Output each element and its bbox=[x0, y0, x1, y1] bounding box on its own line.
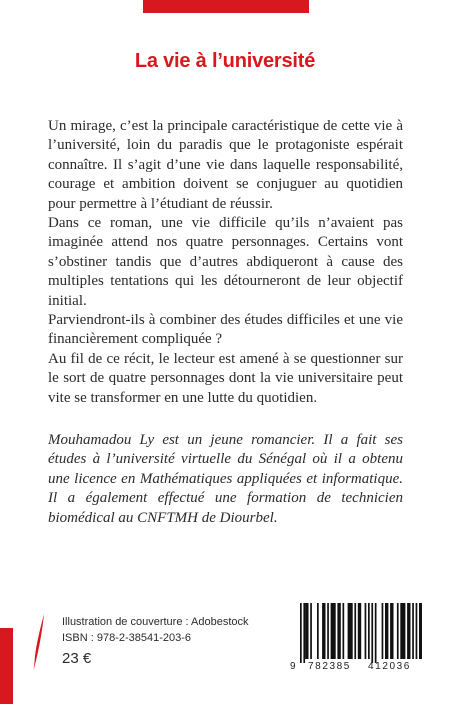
barcode-bar bbox=[375, 603, 377, 663]
barcode-bar bbox=[300, 603, 302, 663]
barcode-bar bbox=[310, 603, 312, 659]
isbn-barcode bbox=[298, 603, 422, 663]
barcode-digit-group-left: 782385 bbox=[308, 661, 351, 672]
barcode-bar bbox=[305, 603, 308, 659]
barcode-bar bbox=[397, 603, 399, 659]
barcode-bar bbox=[385, 603, 388, 659]
barcode-digit-first: 9 bbox=[290, 661, 296, 672]
barcode-bar bbox=[343, 603, 345, 659]
price-label: 23 € bbox=[62, 650, 92, 667]
barcode-bar bbox=[371, 603, 373, 663]
top-accent-bar bbox=[143, 0, 309, 13]
barcode-bar bbox=[327, 603, 329, 659]
illustration-credit: Illustration de couverture : Adobestock bbox=[62, 616, 249, 628]
bottom-left-accent-bar bbox=[0, 628, 13, 704]
barcode-bar bbox=[412, 603, 414, 659]
barcode-bar bbox=[337, 603, 340, 659]
summary-paragraph: Au fil de ce récit, le lecteur est amené à se questionner sur le sort de quatre personnages dont la vie universitaire peut vite se transformer en une lutte du quotidien. bbox=[48, 350, 403, 406]
barcode-bar bbox=[390, 603, 393, 659]
publisher-quill-logo bbox=[32, 612, 46, 672]
barcode-bar bbox=[407, 603, 410, 659]
summary-paragraph: Un mirage, c’est la principale caractéristique de cette vie à l’université, loin du paradis que le protagoniste espérait connaître. Il s’agit d’une vie dans laquelle responsabilité, courage et ambition doivent se conjuguer au quotidien pour permettre à l’étudiant de réussir. bbox=[48, 118, 403, 212]
barcode-bar bbox=[416, 603, 418, 659]
barcode-bar bbox=[317, 603, 319, 659]
barcode-bar bbox=[358, 603, 361, 659]
barcode-digit-group-right: 412036 bbox=[368, 661, 411, 672]
barcode-bar bbox=[348, 603, 353, 659]
barcode-bar bbox=[382, 603, 384, 659]
barcode-bar bbox=[365, 603, 367, 659]
barcode-bar bbox=[322, 603, 325, 659]
barcode-bar bbox=[400, 603, 405, 659]
book-title: La vie à l’université bbox=[134, 50, 316, 72]
summary-paragraph: Dans ce roman, une vie difficile qu’ils n’avaient pas imaginée attend nos quatre personnages. Certains vont s’obstiner tandis que d’autres abdiqueront à cause des multiples tentations qui les détourneront de leur objectif initial. bbox=[48, 215, 403, 309]
back-cover-summary bbox=[48, 117, 403, 408]
barcode-bar bbox=[368, 603, 370, 659]
summary-paragraph: Parviendront-ils à combiner des études difficiles et une vie financièrement compliquée ? bbox=[48, 312, 403, 348]
publication-info bbox=[62, 614, 249, 646]
barcode-bar bbox=[331, 603, 336, 659]
barcode-bar bbox=[419, 603, 422, 659]
barcode-bar bbox=[354, 603, 356, 659]
barcode-bar bbox=[303, 603, 305, 663]
isbn-text: ISBN : 978-2-38541-203-6 bbox=[62, 632, 192, 644]
author-bio: Mouhamadou Ly est un jeune romancier. Il a fait ses études à l’université virtuelle du Sénégal où il a obtenu une licence en Mathématiques appliquées et informatique. Il a également effectué une formation de technicien biomédical au CNFTMH de Diourbel. bbox=[48, 432, 403, 526]
